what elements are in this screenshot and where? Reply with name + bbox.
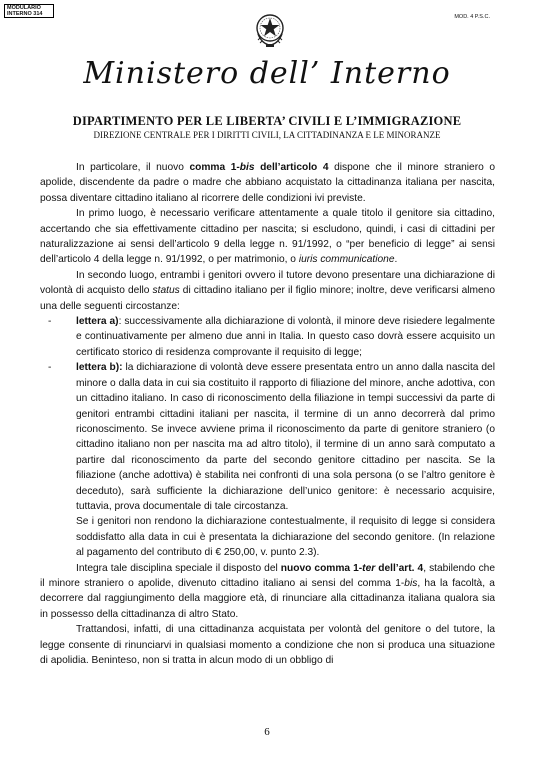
document-body (40, 160, 495, 668)
department-title: DIPARTIMENTO PER LE LIBERTA’ CIVILI E L’IMMIGRAZIONE (72, 114, 462, 128)
list-item-label: lettera a) (76, 316, 119, 328)
direction-title: DIREZIONE CENTRALE PER I DIRITTI CIVILI, LA CITTADINANZA E LE MINORANZE (93, 130, 441, 140)
list-item-text: : successivamente alla dichiarazione di volontà, il minore deve risiedere legalmente e continuativamente per almeno due anni in Italia. In questo caso dovrà essere acquisito un certificato storico di residenza comprovante il requisito di legge; (76, 316, 496, 358)
paragraph: Trattandosi, infatti, di una cittadinanza acquistata per volontà del genitore o del tutore, la legge consente di rinunciarvi in qualsiasi momento a condizione che non si produca una situazione di apolidia. Beninteso, non si tratta in alcun modo di un obbligo di (40, 624, 495, 666)
list-dash: - (48, 362, 52, 374)
bold-reference: nuovo comma 1- (280, 562, 363, 574)
paragraph (40, 268, 495, 314)
ministry-title: Ministero dell’ Interno (83, 56, 451, 91)
text-run: In secondo luogo, entrambi i genitori ovvero il tutore devono presentare una dichiarazione di volontà di acquisto dello (40, 269, 495, 297)
list-item-label: lettera b): (76, 362, 123, 374)
paragraph (40, 561, 495, 623)
text-run: Integra tale disciplina speciale il disposto del (76, 562, 281, 574)
bold-italic-reference: bis (239, 162, 255, 173)
paragraph: Se i genitori non rendono la dichiarazione contestualmente, il requisito di legge si considera soddisfatto alla data in cui è presentata la dichiarazione del secondo genitore. (In relazione al pagamento del contributo di € 250,00, v. punto 2.3). (76, 516, 495, 559)
list-item (40, 314, 495, 360)
list-dash: - (48, 316, 52, 328)
paragraph (40, 160, 495, 206)
list-item-text: la dichiarazione di volontà deve essere presentata entro un anno dalla nascita del minore o dalla data in cui sia costituito il rapporto di filiazione del minore, anche adottiva, con un cittadino italiano. In caso di riconoscimento della filiazione in tempi successivi da parte di genitori entrambi cittadini italiani per nascita, il termine di un anno decorrerà dal primo riconoscimento. Se invece avviene prima il riconoscimento da parte di genitore straniero (o cittadino italiano non per nascita ma ad altro titolo), il termine di un anno sarà computato a partire dal riconoscimento da parte del secondo genitore cittadino per nascita. Se la filiazione (anche adottiva) è stabilita nei confronti di una sola persona (o se l’altro genitore è deceduto), sarà sufficiente la dichiarazione dell’unico genitore: è necessario acquisire, tuttavia, prova documentale di tale circostanza. (76, 362, 495, 512)
italic-term: status (152, 285, 180, 297)
page-number: 6 (264, 726, 270, 738)
form-code-line: MODULARIO (7, 5, 41, 11)
bold-italic-reference: ter (362, 562, 376, 574)
text-run: dispone che il minore straniero o apolide, discendente da padre o madre che abbiano acquistato la cittadinanza italiana per nascita, possa diventare cittadino italiano al ricorrere delle condizioni ivi previste. (40, 162, 496, 204)
model-label: MOD. 4 P.S.C. (454, 14, 490, 20)
list-item (40, 360, 495, 514)
text-run: , stabilendo che il minore straniero o apolide, divenuto cittadino italiano ai sensi del comma 1- (40, 562, 495, 589)
italic-term: iuris communicatione (298, 254, 395, 266)
paragraph (40, 206, 495, 268)
text-run: In primo luogo, è necessario verificare attentamente a quale titolo il genitore sia cittadino, accertando che sia effettivamente cittadino per nascita; si escludono, quindi, i casi di cittadini per naturalizzazione ai sensi dell’articolo 9 della legge n. 91/1992, o “per beneficio di legge” ai sensi dell’articolo 4 della legge n. 91/1992, o per matrimonio, o (40, 208, 495, 266)
form-code-line: INTERNO 314 (7, 11, 43, 17)
form-code-box (4, 4, 54, 18)
bold-reference: dell’art. 4 (375, 562, 424, 574)
text-run: . (394, 254, 398, 266)
bold-reference: dell’articolo 4 (254, 162, 329, 173)
italic-term: bis (404, 577, 418, 589)
republic-emblem-icon (254, 12, 286, 48)
text-run: In particolare, il nuovo (76, 162, 190, 173)
bold-reference: comma 1- (189, 162, 240, 173)
text-run: di cittadino italiano per il figlio minore; inoltre, deve verificarsi almeno una delle seguenti circostanze: (40, 285, 495, 312)
text-run: , ha la facoltà, a decorrere dal raggiungimento della maggiore età, di rinunciare alla cittadinanza italiana qualora sia in possesso della cittadinanza di altro Stato. (40, 577, 495, 620)
